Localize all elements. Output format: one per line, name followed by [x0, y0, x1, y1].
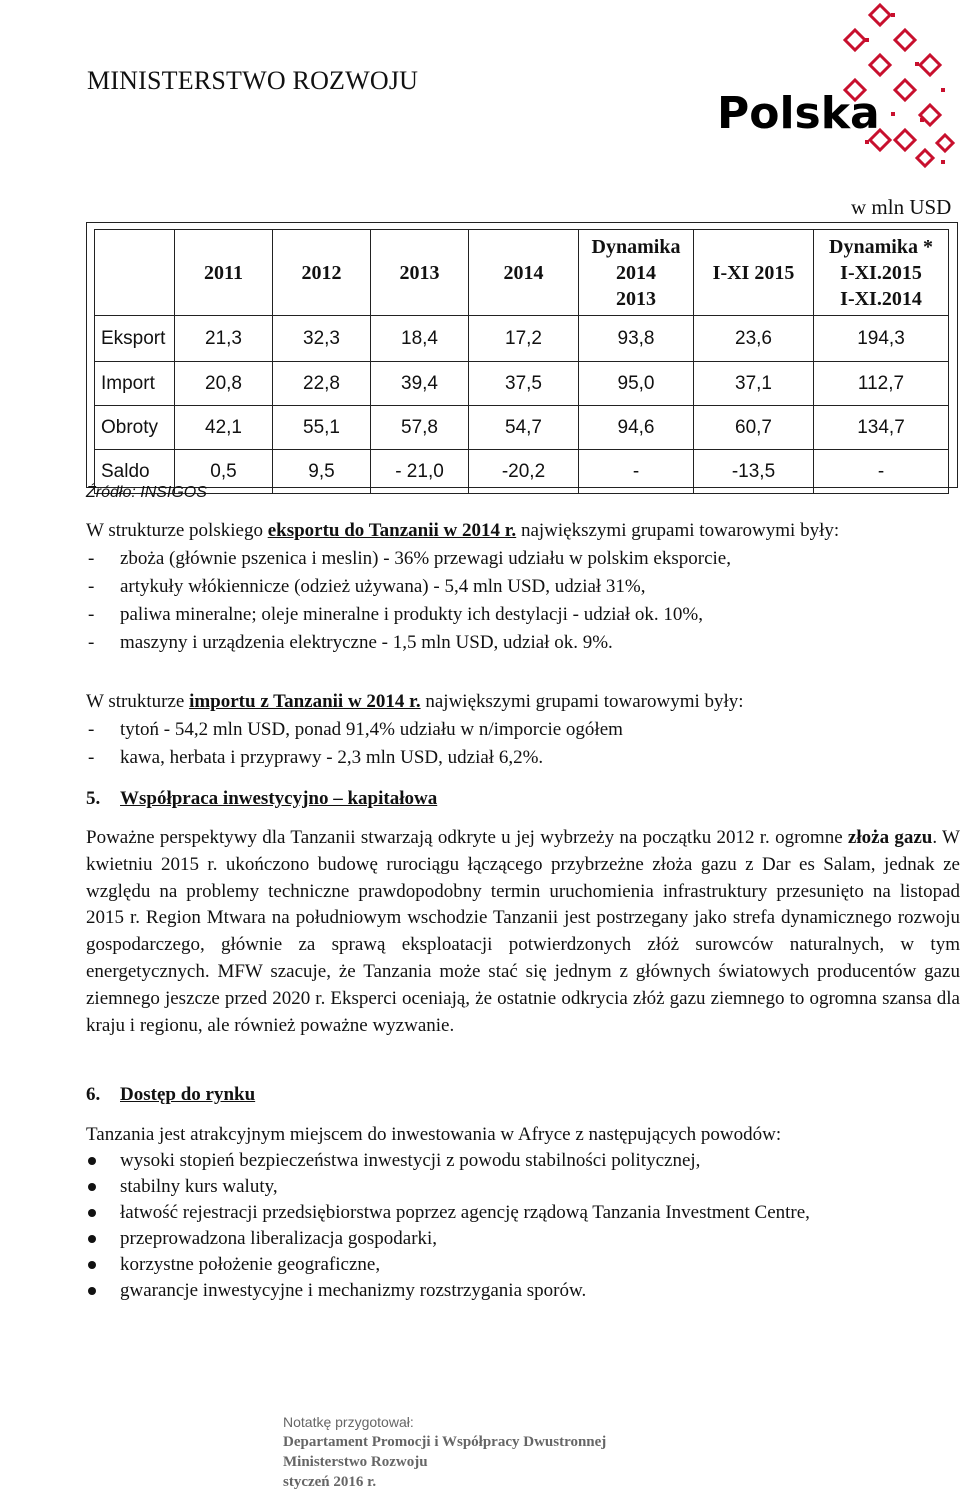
- export-section: [86, 517, 960, 657]
- export-intro: W strukturze polskiego eksportu do Tanzanii w 2014 r. największymi grupami towarowymi były:: [86, 520, 840, 541]
- list-item: - tytoń - 54,2 mln USD, ponad 91,4% udziału w n/imporcie ogółem: [86, 716, 960, 744]
- header-2013: 2013: [371, 230, 469, 316]
- table-row: Eksport 21,3 32,3 18,4 17,2 93,8 23,6 194,3: [95, 316, 949, 362]
- list-item: - zboża (głównie pszenica i meslin) - 36% przewagi udziału w polskim eksporcie,: [86, 545, 960, 573]
- footer-prepared-by: Notatkę przygotował:: [283, 1414, 414, 1430]
- header-dynamics-ixi: Dynamika * I-XI.2015 I-XI.2014: [814, 230, 949, 316]
- import-intro: W strukturze importu z Tanzanii w 2014 r. największymi grupami towarowymi były:: [86, 691, 744, 712]
- import-section: [86, 688, 960, 772]
- table-source: Źródło: INSIGOS: [86, 484, 207, 501]
- unit-note: w mln USD: [851, 195, 952, 219]
- header-dynamics: Dynamika 2014 2013: [579, 230, 694, 316]
- table-row: Import 20,8 22,8 39,4 37,5 95,0 37,1 112,7: [95, 362, 949, 406]
- section-6-heading: 6. Dostęp do rynku: [86, 1084, 256, 1105]
- reasons-list: [86, 1148, 960, 1304]
- logo-text: Polska: [717, 88, 880, 139]
- polska-logo: [715, 0, 960, 175]
- section-5-paragraph: Poważne perspektywy dla Tanzanii stwarzają odkryte u jej wybrzeży na początku 2012 r. ogromne złoża gazu. W kwietniu 2015 r. ukończono budowę rurociągu łączącego przybrzeżne złoża gazu z Dar es Salam, jednak ze względu na problemy techniczne prawdopodobny termin uruchomienia infrastruktury przesunięto na listopad 2015 r. Region Mtwara na południowym wschodzie Tanzanii jest postrzegany jako strefa dynamicznego rozwoju gospodarczego, głównie za sprawą eksploatacji potwierdzonych złóż surowców naturalnych, w tym energetycznych. MFW szacuje, że Tanzania może stać się jednym z głównych światowych producentów gazu ziemnego jeszcze przed 2020 r. Eksperci oceniają, że ostatnie odkrycia złóż gazu ziemnego to ogromna szansa dla kraju i regionu, ale również poważne wyzwanie.: [86, 827, 960, 1036]
- footer-date: styczeń 2016 r.: [283, 1474, 377, 1490]
- section-6-intro: Tanzania jest atrakcyjnym miejscem do inwestowania w Afryce z następujących powodów:: [86, 1124, 782, 1145]
- table-row: Saldo 0,5 9,5 - 21,0 -20,2 - -13,5 -: [95, 450, 949, 494]
- list-item: - kawa, herbata i przyprawy - 2,3 mln USD, udział 6,2%.: [86, 744, 960, 772]
- list-item: korzystne położenie geograficzne,: [86, 1252, 960, 1278]
- ministry-title: MINISTERSTWO ROZWOJU: [87, 66, 419, 95]
- list-item: - maszyny i urządzenia elektryczne - 1,5 mln USD, udział ok. 9%.: [86, 629, 960, 657]
- header-2011: 2011: [175, 230, 273, 316]
- table-row: Obroty 42,1 55,1 57,8 54,7 94,6 60,7 134,7: [95, 406, 949, 450]
- header-2014: 2014: [469, 230, 579, 316]
- section-5-heading: 5. Współpraca inwestycyjno – kapitałowa: [86, 788, 438, 809]
- footer: [283, 1412, 606, 1492]
- export-list: [86, 545, 960, 657]
- trade-table: [94, 229, 949, 494]
- list-item: wysoki stopień bezpieczeństwa inwestycji z powodu stabilności politycznej,: [86, 1148, 960, 1174]
- list-item: - artykuły włókiennicze (odzież używana) - 5,4 mln USD, udział 31%,: [86, 573, 960, 601]
- header-2012: 2012: [273, 230, 371, 316]
- footer-ministry: Ministerstwo Rozwoju: [283, 1454, 428, 1470]
- footer-department: Departament Promocji i Współpracy Dwustronnej: [283, 1434, 607, 1450]
- list-item: gwarancje inwestycyjne i mechanizmy rozstrzygania sporów.: [86, 1278, 960, 1304]
- table-header-row: [95, 230, 949, 316]
- list-item: przeprowadzona liberalizacja gospodarki,: [86, 1226, 960, 1252]
- header-empty: [95, 230, 175, 316]
- section-6-body: [86, 1122, 960, 1304]
- list-item: - paliwa mineralne; oleje mineralne i produkty ich destylacji - udział ok. 10%,: [86, 601, 960, 629]
- import-list: [86, 716, 960, 772]
- list-item: stabilny kurs waluty,: [86, 1174, 960, 1200]
- header-ixi-2015: I-XI 2015: [694, 230, 814, 316]
- list-item: łatwość rejestracji przedsiębiorstwa poprzez agencję rządową Tanzania Investment Centre,: [86, 1200, 960, 1226]
